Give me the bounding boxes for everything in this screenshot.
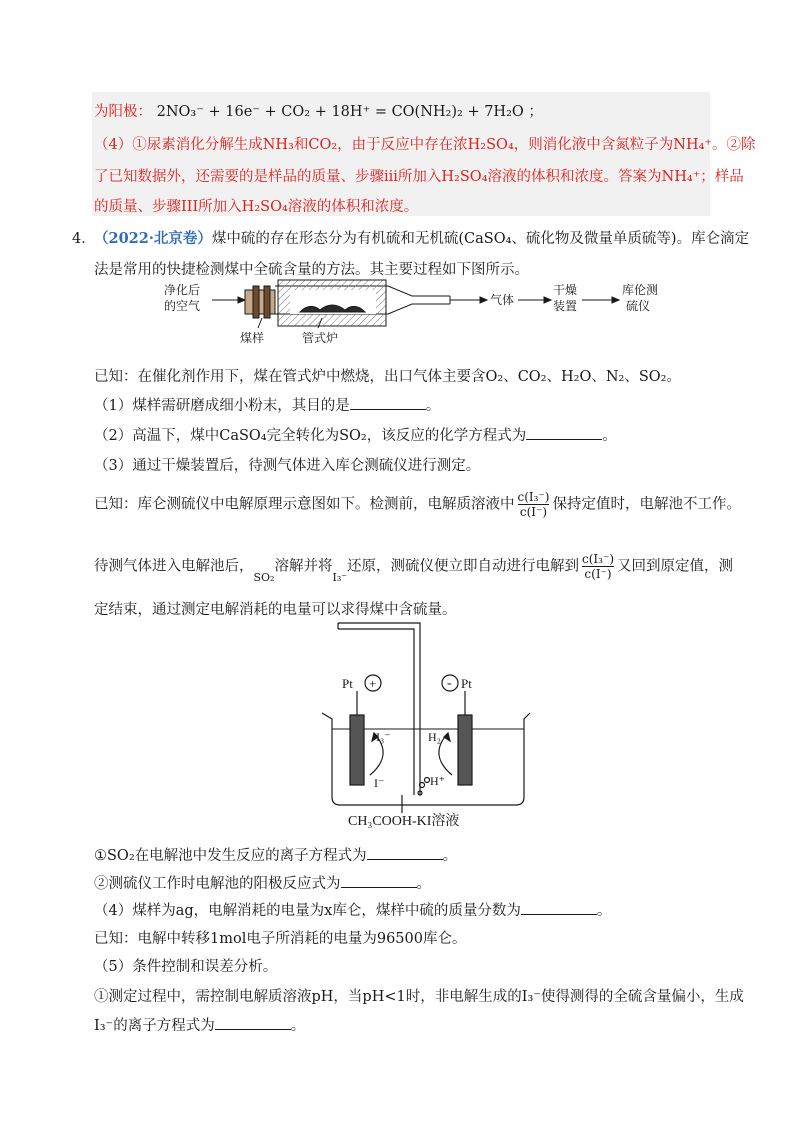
answer-blank-4[interactable] [341,875,417,888]
question-intro-1: （2022·北京卷）煤中硫的存在形态分为有机硫和无机硫(CaSO₄、硫化物及微量单质硫等)。库仑滴定 [94,230,750,247]
h2-label: H₂ [428,730,441,744]
question-source: （2022·北京卷） [94,230,212,247]
solution-label: CH₃COOH-KI溶液 [348,814,460,829]
known-1: 已知：在催化剂作用下，煤在管式炉中燃烧，出口气体主要含O₂、CO₂、H₂O、N₂、SO₂。 [94,369,681,385]
known-3: 已知：电解中转移1mol电子所消耗的电量为96500库仑。 [94,931,467,947]
subquestion-3-1: ①SO₂在电解池中发生反应的离子方程式为 。 [94,848,458,864]
concentration-ratio: $\frac{\text{c(I₃⁻)}}{c(I^-)}$ [517,490,550,519]
subquestion-5-1-cont: I₃⁻的离子方程式为 。 [94,1018,306,1034]
concentration-ratio-2: $\frac{\text{c(I₃⁻)}}{c(I^-)}$ [582,552,614,581]
answer-line-4: 的质量、步骤III所加入H₂SO₄溶液的体积和浓度。 [94,199,419,215]
answer-blank-1[interactable] [350,397,426,410]
dry-label-1: 干燥 [553,283,578,297]
answer-blank-5[interactable] [521,902,597,915]
question-intro-2: 法是常用的快捷检测煤中全硫含量的方法。其主要过程如下图所示。 [94,262,529,278]
known-2: 已知：库仑测硫仪中电解原理示意图如下。检测前，电解质溶液中 $\frac{\text{c(I₃⁻)}}{c(I^-)}$ 保持定值时，电解池不工作。 [94,490,741,519]
question-number: 4． [72,231,96,247]
sample-label: 煤样 [240,331,265,345]
subquestion-3: （3）通过干燥装置后，待测气体进入库仑测硫仪进行测定。 [94,458,481,474]
gas-label: 气体 [490,293,515,307]
i3-label: I₃⁻ [376,730,391,744]
subquestion-4: （4）煤样为ag，电解消耗的电量为x库仑，煤样中硫的质量分数为 。 [94,903,612,919]
subquestion-3-2: ②测硫仪工作时电解池的阳极反应式为 。 [94,876,431,892]
answer-blank-2[interactable] [526,427,602,440]
h-plus-label: H⁺ [430,774,445,788]
flow-diagram [150,272,710,347]
dry-label-2: 装置 [553,299,578,313]
inlet-label-1: 净化后 [164,283,201,297]
i-minus-label: I⁻ [374,776,385,790]
wait-line: 待测气体进入电解池后，$_{SO_2}$溶解并将$_{I_3^-}$还原，测硫仪便立即自动进行电解到 $\frac{\text{c(I₃⁻)}}{c(I^-)}$ 又回到原定值，测 [94,552,733,584]
cathode-sign: - [447,676,452,691]
electrolysis-cell-diagram [310,615,540,830]
pt-right-label: Pt [461,676,472,691]
subquestion-1: （1）煤样需研磨成细小粉末，其目的是 。 [94,398,441,414]
subquestion-5-1: ①测定过程中，需控制电解质溶液pH，当pH<1时，非电解生成的I₃⁻使得测得的全硫含量偏小，生成 [94,989,744,1005]
inlet-label-2: 的空气 [164,299,201,313]
subquestion-2: （2）高温下，煤中CaSO₄完全转化为SO₂，该反应的化学方程式为 。 [94,428,617,444]
answer-line-1: 为阳极： 2NO₃⁻ + 16e⁻ + CO₂ + 18H⁺ = CO(NH₂)₂ + 7H₂O ； [94,104,543,120]
answer-blank-3[interactable] [367,847,443,860]
coulometer-label-2: 硫仪 [626,299,651,313]
coulometer-label-1: 库伦测 [622,283,659,297]
anode-sign: + [369,676,377,691]
answer-line-3: 了已知数据外，还需要的是样品的质量、步骤iii所加入H₂SO₄溶液的体积和浓度。答案为NH₄⁺；样品 [94,169,744,185]
furnace-label: 管式炉 [302,331,339,345]
end-line: 定结束，通过测定电解消耗的电量可以求得煤中含硫量。 [94,602,457,618]
pt-left-label: Pt [342,676,353,691]
answer-line-2: （4）①尿素消化分解生成NH₃和CO₂，由于反应中存在浓H₂SO₄，则消化液中含氮粒子为NH₄⁺。②除 [94,137,756,153]
answer-blank-6[interactable] [215,1017,291,1030]
subquestion-5: （5）条件控制和误差分析。 [94,959,278,975]
